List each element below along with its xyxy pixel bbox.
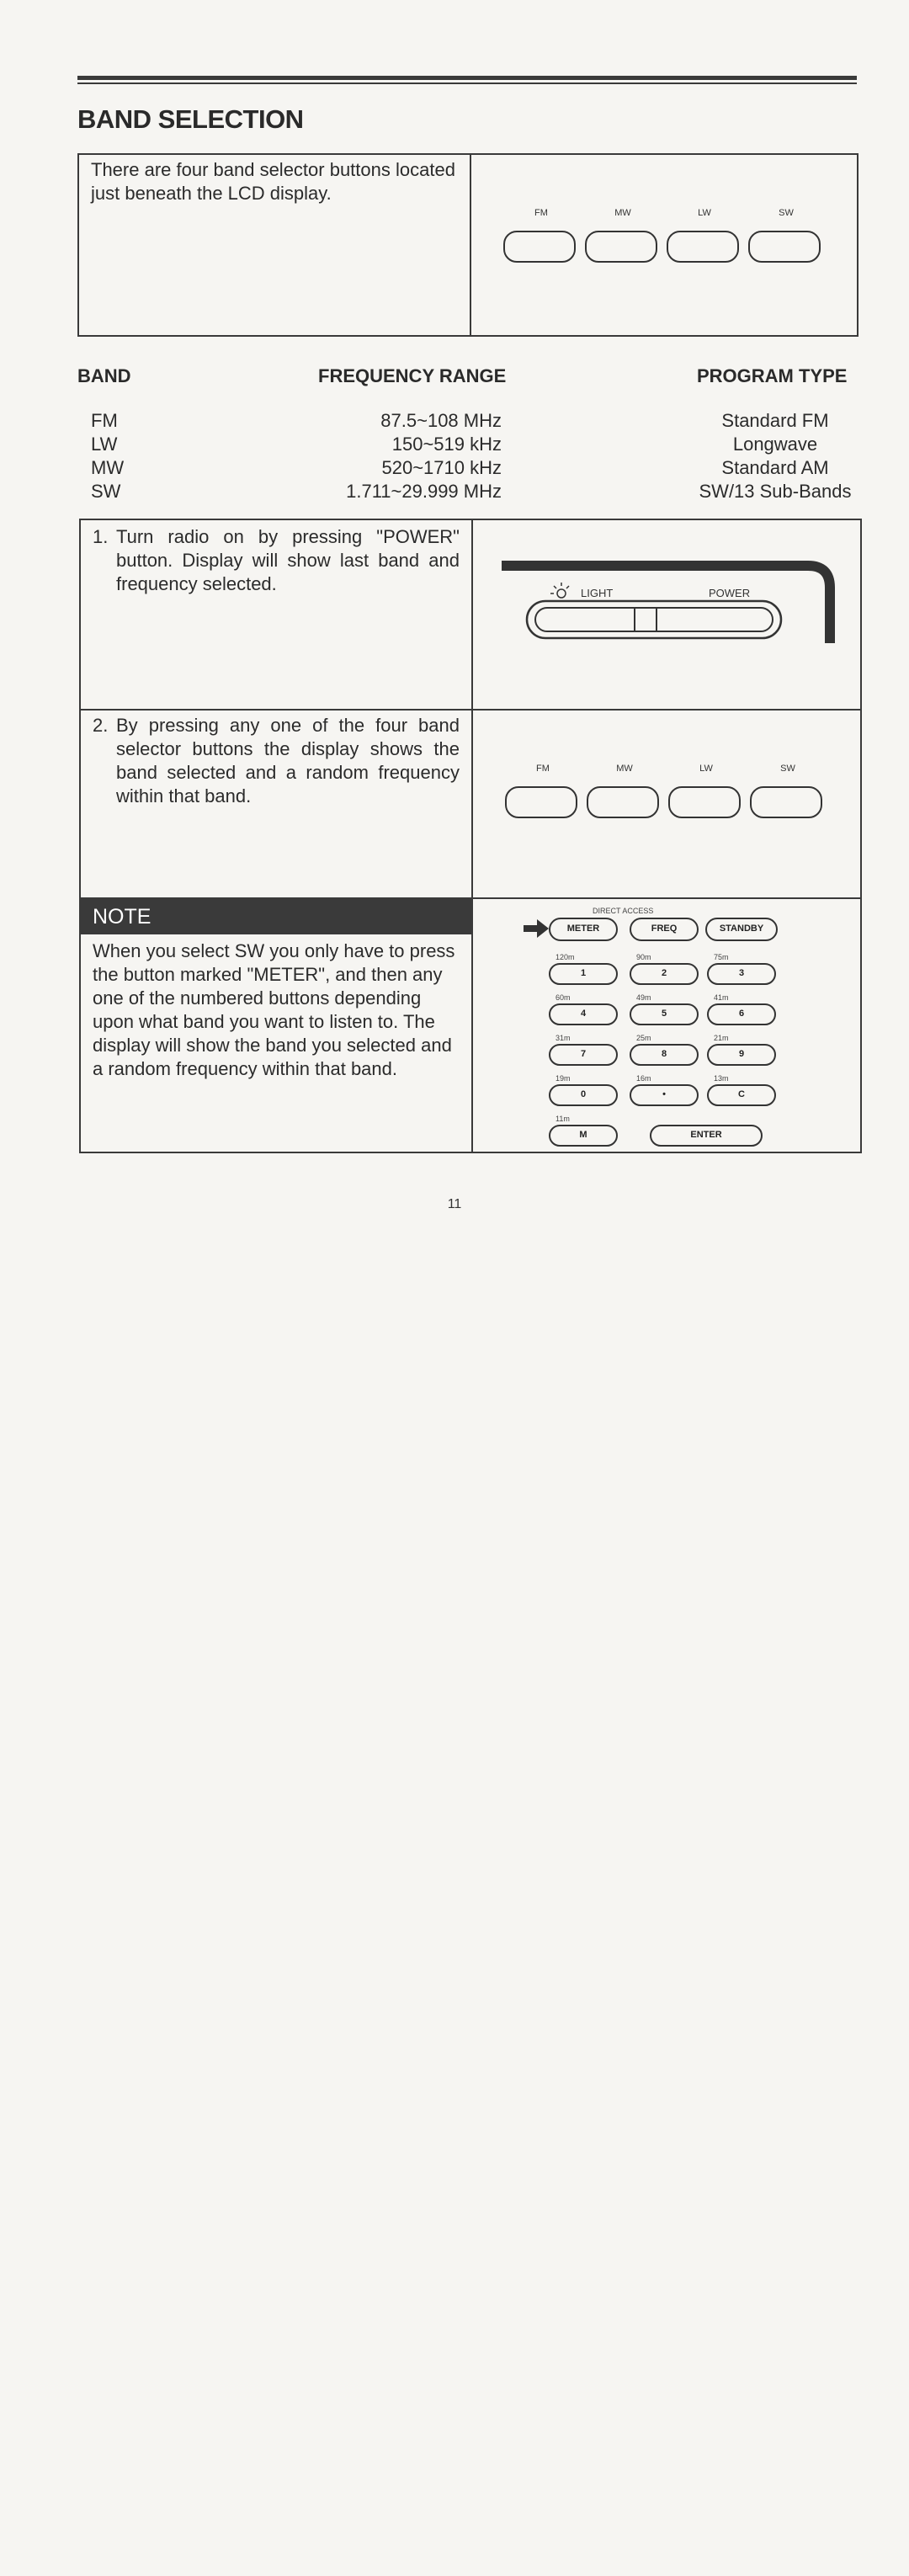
meter-band-label: 90m	[636, 953, 651, 961]
meter-band-label: 21m	[714, 1034, 729, 1042]
page-number: 11	[447, 1197, 462, 1211]
key-c: C	[707, 1084, 776, 1106]
table-col-type	[688, 409, 862, 503]
lw-label: LW	[698, 208, 711, 218]
step2-number: 2.	[93, 715, 109, 736]
key-9: 9	[707, 1044, 776, 1066]
table-cell: LW	[91, 434, 118, 455]
step2-text: By pressing any one of the four band selector buttons the display shows the band selected and a random frequency within that band.	[116, 715, 460, 806]
meter-band-label: 31m	[556, 1034, 571, 1042]
key-7: 7	[549, 1044, 618, 1066]
slider-track-inner	[535, 608, 773, 631]
sw-button-1	[748, 208, 821, 263]
meter-band-label: 19m	[556, 1074, 571, 1083]
meter-button: METER	[549, 918, 618, 941]
fm-button-2	[505, 764, 577, 818]
top-rule	[77, 76, 857, 80]
fm-label: FM	[534, 208, 548, 218]
table-col-range	[320, 409, 502, 503]
table-header-range: FREQUENCY RANGE	[318, 365, 507, 386]
slider-track-outer	[527, 601, 781, 638]
fm-button-1	[503, 208, 576, 263]
light-label: LIGHT	[581, 587, 614, 599]
table-header-band: BAND	[77, 365, 131, 386]
key-m: M	[549, 1125, 618, 1147]
standby-button: STANDBY	[705, 918, 778, 941]
intro-divider	[470, 153, 471, 337]
key-4: 4	[549, 1003, 618, 1025]
table-cell: Standard FM	[721, 410, 829, 431]
meter-band-label: 75m	[714, 953, 729, 961]
step1-text: Turn radio on by pressing "POWER" button. Display will show last band and frequency selected.	[116, 526, 460, 594]
fm-label: FM	[536, 764, 550, 774]
intro-text: There are four band selector buttons located just beneath the LCD display.	[91, 159, 455, 204]
band-buttons-diagram-1	[503, 208, 830, 263]
sw-label: SW	[779, 208, 794, 218]
key-1: 1	[549, 963, 618, 985]
meter-band-label: 120m	[556, 953, 575, 961]
table-cell: Longwave	[732, 434, 818, 455]
meter-band-label: 11m	[556, 1115, 570, 1123]
direct-access-label: DIRECT ACCESS	[593, 907, 654, 915]
table-col-band	[91, 409, 124, 503]
meter-band-label: 60m	[556, 993, 571, 1002]
table-cell: 1.711~29.999 MHz	[346, 481, 502, 502]
mw-label: MW	[614, 208, 631, 218]
lw-button-1	[667, 208, 739, 263]
table-cell: 87.5~108 MHz	[380, 410, 502, 431]
power-slider-knob	[635, 608, 656, 631]
mw-button-2	[587, 764, 659, 818]
table-cell: MW	[91, 457, 125, 478]
meter-band-label: 16m	[636, 1074, 651, 1083]
key-0: 0	[549, 1084, 618, 1106]
table-cell: 520~1710 kHz	[381, 457, 502, 478]
lw-button-2	[668, 764, 741, 818]
key-6: 6	[707, 1003, 776, 1025]
table-cell: FM	[91, 410, 118, 431]
table-cell: SW/13 Sub-Bands	[699, 481, 852, 502]
step1-number: 1.	[93, 526, 109, 547]
page-title: BAND SELECTION	[77, 104, 304, 134]
arrow-icon	[524, 919, 549, 938]
mw-button-1	[585, 208, 657, 263]
meter-band-label: 41m	[714, 993, 729, 1002]
meter-band-label: 49m	[636, 993, 651, 1002]
meter-band-label: 25m	[636, 1034, 651, 1042]
table-cell: 150~519 kHz	[391, 434, 502, 455]
table-cell: Standard AM	[721, 457, 829, 478]
power-panel-diagram	[497, 556, 842, 657]
sw-button-2	[750, 764, 822, 818]
key-2: 2	[630, 963, 699, 985]
key-5: 5	[630, 1003, 699, 1025]
meter-band-label: 13m	[714, 1074, 729, 1083]
row-divider-1	[79, 709, 862, 711]
steps-divider	[471, 519, 473, 1153]
band-buttons-diagram-2	[505, 764, 832, 818]
table-cell: SW	[91, 481, 121, 502]
table-header-type: PROGRAM TYPE	[697, 365, 848, 386]
top-rule-thin	[77, 82, 857, 84]
freq-button: FREQ	[630, 918, 699, 941]
enter-button: ENTER	[650, 1125, 763, 1147]
sw-label: SW	[780, 764, 795, 774]
key-dot: •	[630, 1084, 699, 1106]
light-bulb-icon	[550, 583, 569, 598]
mw-label: MW	[616, 764, 633, 774]
lw-label: LW	[699, 764, 713, 774]
note-title: NOTE	[81, 899, 471, 934]
note-text: When you select SW you only have to press the button marked "METER", and then any one of the numbered buttons depending upon what band you want to listen to. The display will show the band you selected and a random frequency within that band.	[93, 940, 455, 1079]
power-label: POWER	[709, 587, 751, 599]
key-3: 3	[707, 963, 776, 985]
key-8: 8	[630, 1044, 699, 1066]
